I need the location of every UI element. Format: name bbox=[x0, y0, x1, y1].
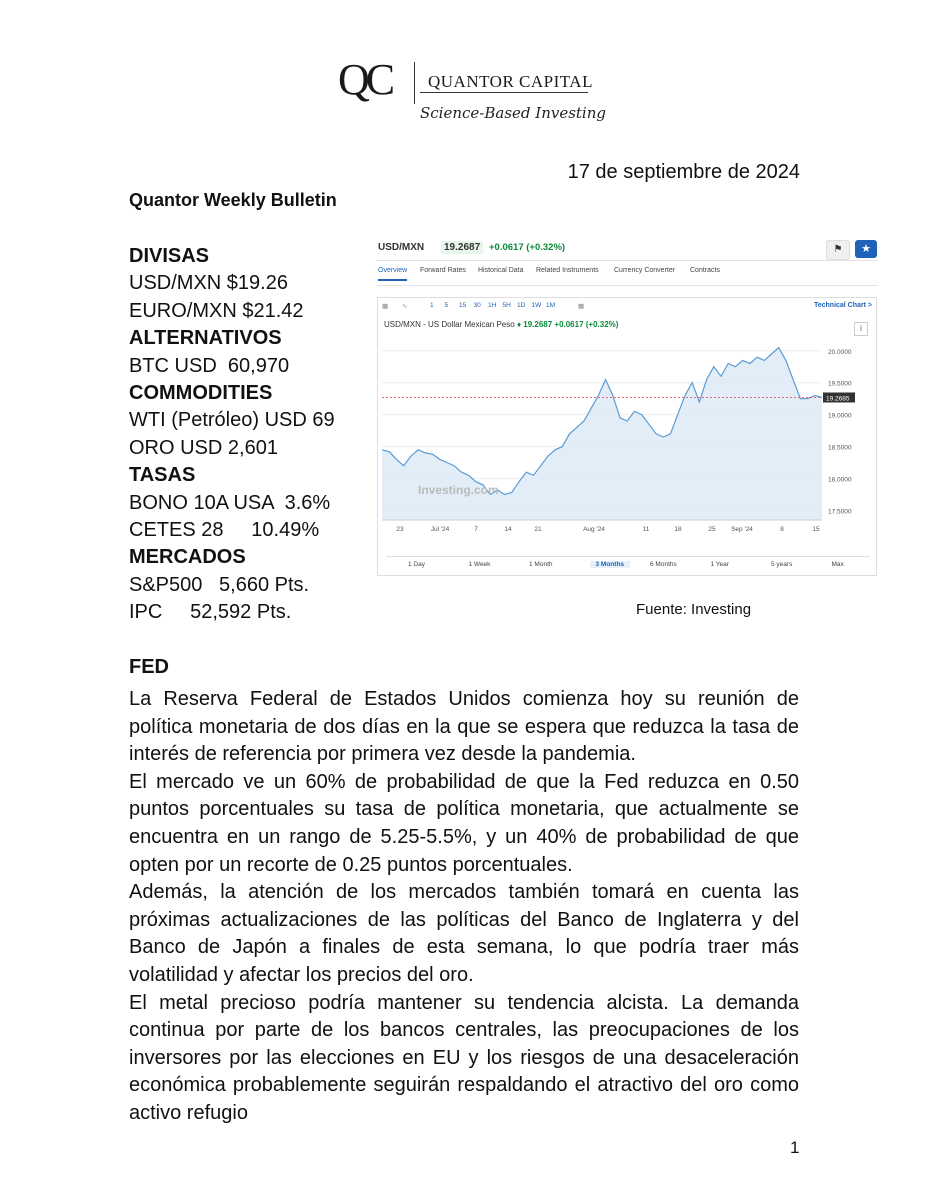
y-tick-label: 19.5000 bbox=[828, 380, 852, 388]
x-tick-label: Jul '24 bbox=[430, 526, 450, 533]
info-icon[interactable]: i bbox=[854, 322, 868, 336]
interval-1w[interactable]: 1W bbox=[531, 302, 542, 309]
bulletin-title: Quantor Weekly Bulletin bbox=[129, 190, 337, 210]
y-tick-label: 20.0000 bbox=[828, 348, 852, 356]
chart-source: Fuente: Investing bbox=[636, 601, 752, 618]
x-tick-label: 15 bbox=[812, 526, 820, 533]
x-tick-label: 23 bbox=[396, 526, 404, 533]
summary-item: S&P500 5,660 Pts. bbox=[129, 573, 310, 596]
chart-tabs bbox=[376, 260, 878, 286]
price-plot bbox=[378, 334, 876, 584]
range-max[interactable]: Max bbox=[831, 561, 844, 568]
y-tick-label: 17.5000 bbox=[828, 508, 852, 516]
summary-heading: MERCADOS bbox=[129, 546, 246, 569]
interval-5h[interactable]: 5H bbox=[502, 302, 511, 309]
range-3-months[interactable]: 3 Months bbox=[590, 561, 631, 568]
section-heading-fed: FED bbox=[129, 656, 169, 678]
summary-item: CETES 28 10.49% bbox=[129, 519, 320, 542]
usdmxn-chart-widget bbox=[376, 236, 878, 574]
chart-desc-label: USD/MXN - US Dollar Mexican Peso bbox=[384, 320, 515, 329]
range-selector bbox=[386, 556, 870, 573]
interval-15[interactable]: 15 bbox=[459, 302, 467, 309]
x-tick-label: Aug '24 bbox=[583, 526, 605, 533]
tab-related-instruments[interactable]: Related Instruments bbox=[536, 267, 599, 274]
chart-desc-price: ♦ 19.2687 +0.0617 (+0.32%) bbox=[516, 320, 619, 329]
bulletin-date: 17 de septiembre de 2024 bbox=[567, 161, 800, 183]
current-price-label: 19.2685 bbox=[826, 395, 850, 403]
calendar-icon[interactable]: ▦ bbox=[578, 303, 585, 310]
tab-contracts[interactable]: Contracts bbox=[690, 267, 720, 274]
chart-description bbox=[384, 320, 618, 329]
summary-heading: TASAS bbox=[129, 464, 196, 487]
range-1-day[interactable]: 1 Day bbox=[408, 561, 425, 568]
summary-item: BTC USD 60,970 bbox=[129, 354, 290, 377]
range-5-years[interactable]: 5 years bbox=[771, 561, 793, 568]
chart-symbol: USD/MXN bbox=[378, 242, 425, 253]
candles-icon[interactable]: ▩ bbox=[382, 303, 389, 310]
interval-1[interactable]: 1 bbox=[430, 302, 434, 309]
x-tick-label: 21 bbox=[534, 526, 542, 533]
chart-frame bbox=[377, 297, 877, 576]
logo-name: QUANTOR CAPITAL bbox=[428, 72, 593, 91]
x-tick-label: 8 bbox=[780, 526, 784, 533]
x-tick-label: 7 bbox=[474, 526, 478, 533]
bell-icon[interactable]: ⚑ bbox=[826, 240, 850, 260]
x-tick-label: Sep '24 bbox=[731, 526, 753, 533]
range-6-months[interactable]: 6 Months bbox=[650, 561, 677, 568]
interval-1m[interactable]: 1M bbox=[546, 302, 556, 309]
logo-mark: QC bbox=[338, 55, 392, 104]
summary-heading: COMMODITIES bbox=[129, 382, 273, 405]
paragraph: El mercado ve un 60% de probabilidad de que la Fed reduzca en 0.50 puntos porcentuales su tasa de política monetaria, que actualmente se encuentra en un rango de 5.25-5.5%, y un 40% de probabilidad de que opten por un recorte de 0.25 puntos porcentuales. bbox=[129, 770, 799, 876]
page-number: 1 bbox=[790, 1138, 800, 1157]
range-1-week[interactable]: 1 Week bbox=[468, 561, 491, 568]
interval-30[interactable]: 30 bbox=[473, 302, 481, 309]
paragraph: El metal precioso podría mantener su tendencia alcista. La demanda continua por parte de los bancos centrales, las preocupaciones de los inversores por las elecciones en EU y los riesgos de una desaceleración económica probablemente seguirán respaldando el atractivo del oro como activo refugio bbox=[129, 991, 799, 1124]
x-tick-label: 11 bbox=[642, 526, 650, 533]
tab-historical-data[interactable]: Historical Data bbox=[478, 267, 524, 274]
summary-item: WTI (Petróleo) USD 69 bbox=[129, 409, 335, 432]
summary-item: ORO USD 2,601 bbox=[129, 436, 278, 459]
technical-chart-link[interactable]: Technical Chart > bbox=[813, 302, 872, 309]
summary-item: EURO/MXN $21.42 bbox=[129, 299, 304, 322]
x-tick-label: 25 bbox=[708, 526, 716, 533]
y-tick-label: 18.5000 bbox=[828, 444, 852, 452]
paragraph: Además, la atención de los mercados también tomará en cuenta las próximas actualizaciones de las políticas del Banco de Inglaterra y del Banco de Japón a finales de esta semana, lo que podría traer más volatilidad y afectar los precios del oro. bbox=[129, 881, 799, 986]
x-tick-label: 14 bbox=[504, 526, 512, 533]
tab-forward-rates[interactable]: Forward Rates bbox=[420, 267, 466, 274]
star-icon[interactable]: ★ bbox=[855, 240, 877, 258]
summary-item: USD/MXN $19.26 bbox=[129, 272, 288, 295]
range-1-month[interactable]: 1 Month bbox=[529, 561, 553, 568]
y-tick-label: 18.0000 bbox=[828, 476, 852, 484]
summary-item: BONO 10A USA 3.6% bbox=[129, 491, 331, 514]
logo-underline bbox=[420, 92, 588, 93]
fed-article bbox=[129, 686, 799, 1128]
line-chart-icon[interactable]: ∿ bbox=[402, 303, 408, 310]
tab-overview[interactable]: Overview bbox=[378, 267, 407, 281]
interval-5[interactable]: 5 bbox=[444, 302, 449, 309]
range-1-year[interactable]: 1 Year bbox=[710, 561, 729, 568]
interval-1d[interactable]: 1D bbox=[517, 302, 526, 309]
investing-watermark: Investing.com bbox=[418, 483, 499, 497]
x-tick-label: 18 bbox=[674, 526, 682, 533]
paragraph: La Reserva Federal de Estados Unidos comienza hoy su reunión de política monetaria de dos días en la que se espera que reduzca la tasa de interés de referencia por primera vez desde la pandemia. bbox=[129, 688, 799, 766]
logo-tagline: Science-Based Investing bbox=[420, 104, 606, 122]
logo-divider bbox=[414, 62, 415, 104]
interval-1h[interactable]: 1H bbox=[488, 302, 497, 309]
y-tick-label: 19.0000 bbox=[828, 412, 852, 420]
chart-change: +0.0617 (+0.32%) bbox=[489, 242, 566, 253]
summary-heading: DIVISAS bbox=[129, 245, 210, 267]
summary-heading: ALTERNATIVOS bbox=[129, 327, 282, 350]
chart-price: 19.2687 bbox=[441, 241, 483, 254]
market-summary bbox=[129, 243, 335, 627]
summary-item: IPC 52,592 Pts. bbox=[129, 601, 292, 624]
tab-currency-converter[interactable]: Currency Converter bbox=[614, 267, 676, 274]
